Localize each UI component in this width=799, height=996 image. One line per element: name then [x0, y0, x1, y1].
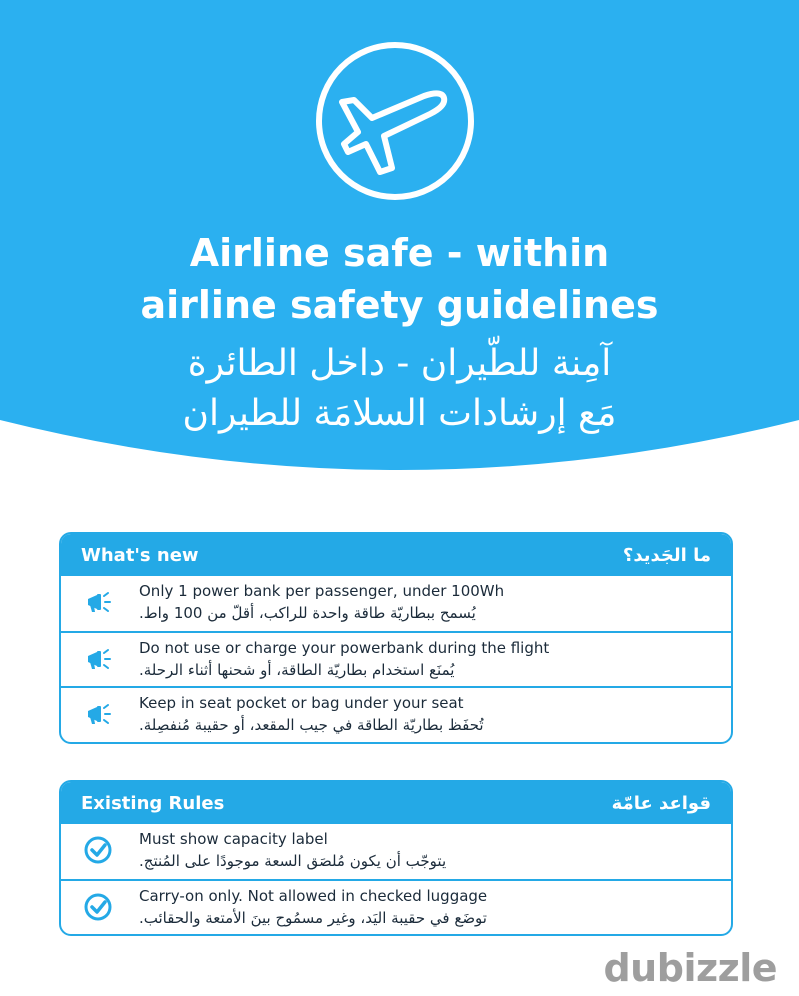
- hero-title-line2: airline safety guidelines: [140, 283, 659, 327]
- whats-new-header: [61, 534, 731, 576]
- item-text-ar: يُسمح ببطاريّة طاقة واحدة للراكب، أقلّ من 100 واط.: [139, 604, 476, 622]
- megaphone-icon: [83, 644, 113, 674]
- item-text-ar: يتوجّب أن يكون مُلصَق السعة موجودًا على المُنتج.: [139, 852, 447, 870]
- airplane-icon: [314, 40, 476, 202]
- item-text-ar: تُحفَظ بطاريّة الطاقة في جيب المقعد، أو حقيبة مُنفصِلة.: [139, 716, 484, 734]
- check-circle-icon: [83, 892, 113, 922]
- item-text-ar: توضَع في حقيبة اليَد، وغير مسمُوح بينَ الأمتعة والحقائب.: [139, 909, 487, 927]
- list-item: [61, 686, 731, 741]
- whats-new-card: [59, 532, 733, 744]
- item-text-en: Carry-on only. Not allowed in checked luggage: [139, 887, 488, 905]
- item-text-en: Do not use or charge your powerbank during the flight: [139, 639, 550, 657]
- item-text-en: Only 1 power bank per passenger, under 100Wh: [139, 582, 505, 600]
- dubizzle-watermark: dubizzle: [603, 946, 777, 990]
- existing-rules-header: [61, 782, 731, 824]
- existing-rules-card: [59, 780, 733, 936]
- item-text-en: Keep in seat pocket or bag under your seat: [139, 694, 464, 712]
- existing-rules-title-arabic: قواعد عامّة: [611, 792, 711, 814]
- list-item: [61, 879, 731, 934]
- megaphone-icon: [83, 699, 113, 729]
- whats-new-title-arabic: ما الجَديد؟: [622, 544, 711, 566]
- megaphone-icon: [83, 587, 113, 617]
- hero-arabic-line2: مَع إرشادات السلامَة للطيران: [182, 393, 617, 434]
- existing-rules-title: Existing Rules: [81, 792, 225, 814]
- list-item: [61, 824, 731, 879]
- item-text-en: Must show capacity label: [139, 830, 328, 848]
- hero-title-line1: Airline safe - within: [189, 231, 610, 275]
- item-text-ar: يُمنَع استخدام بطاريّة الطاقة، أو شحنها أثناء الرحلة.: [139, 661, 455, 679]
- list-item: [61, 631, 731, 686]
- check-circle-icon: [83, 835, 113, 865]
- hero-banner: [0, 0, 799, 482]
- whats-new-title: What's new: [81, 544, 199, 566]
- hero-arabic-line1: آمِنة للطّيران - داخل الطائرة: [187, 343, 612, 384]
- list-item: [61, 576, 731, 631]
